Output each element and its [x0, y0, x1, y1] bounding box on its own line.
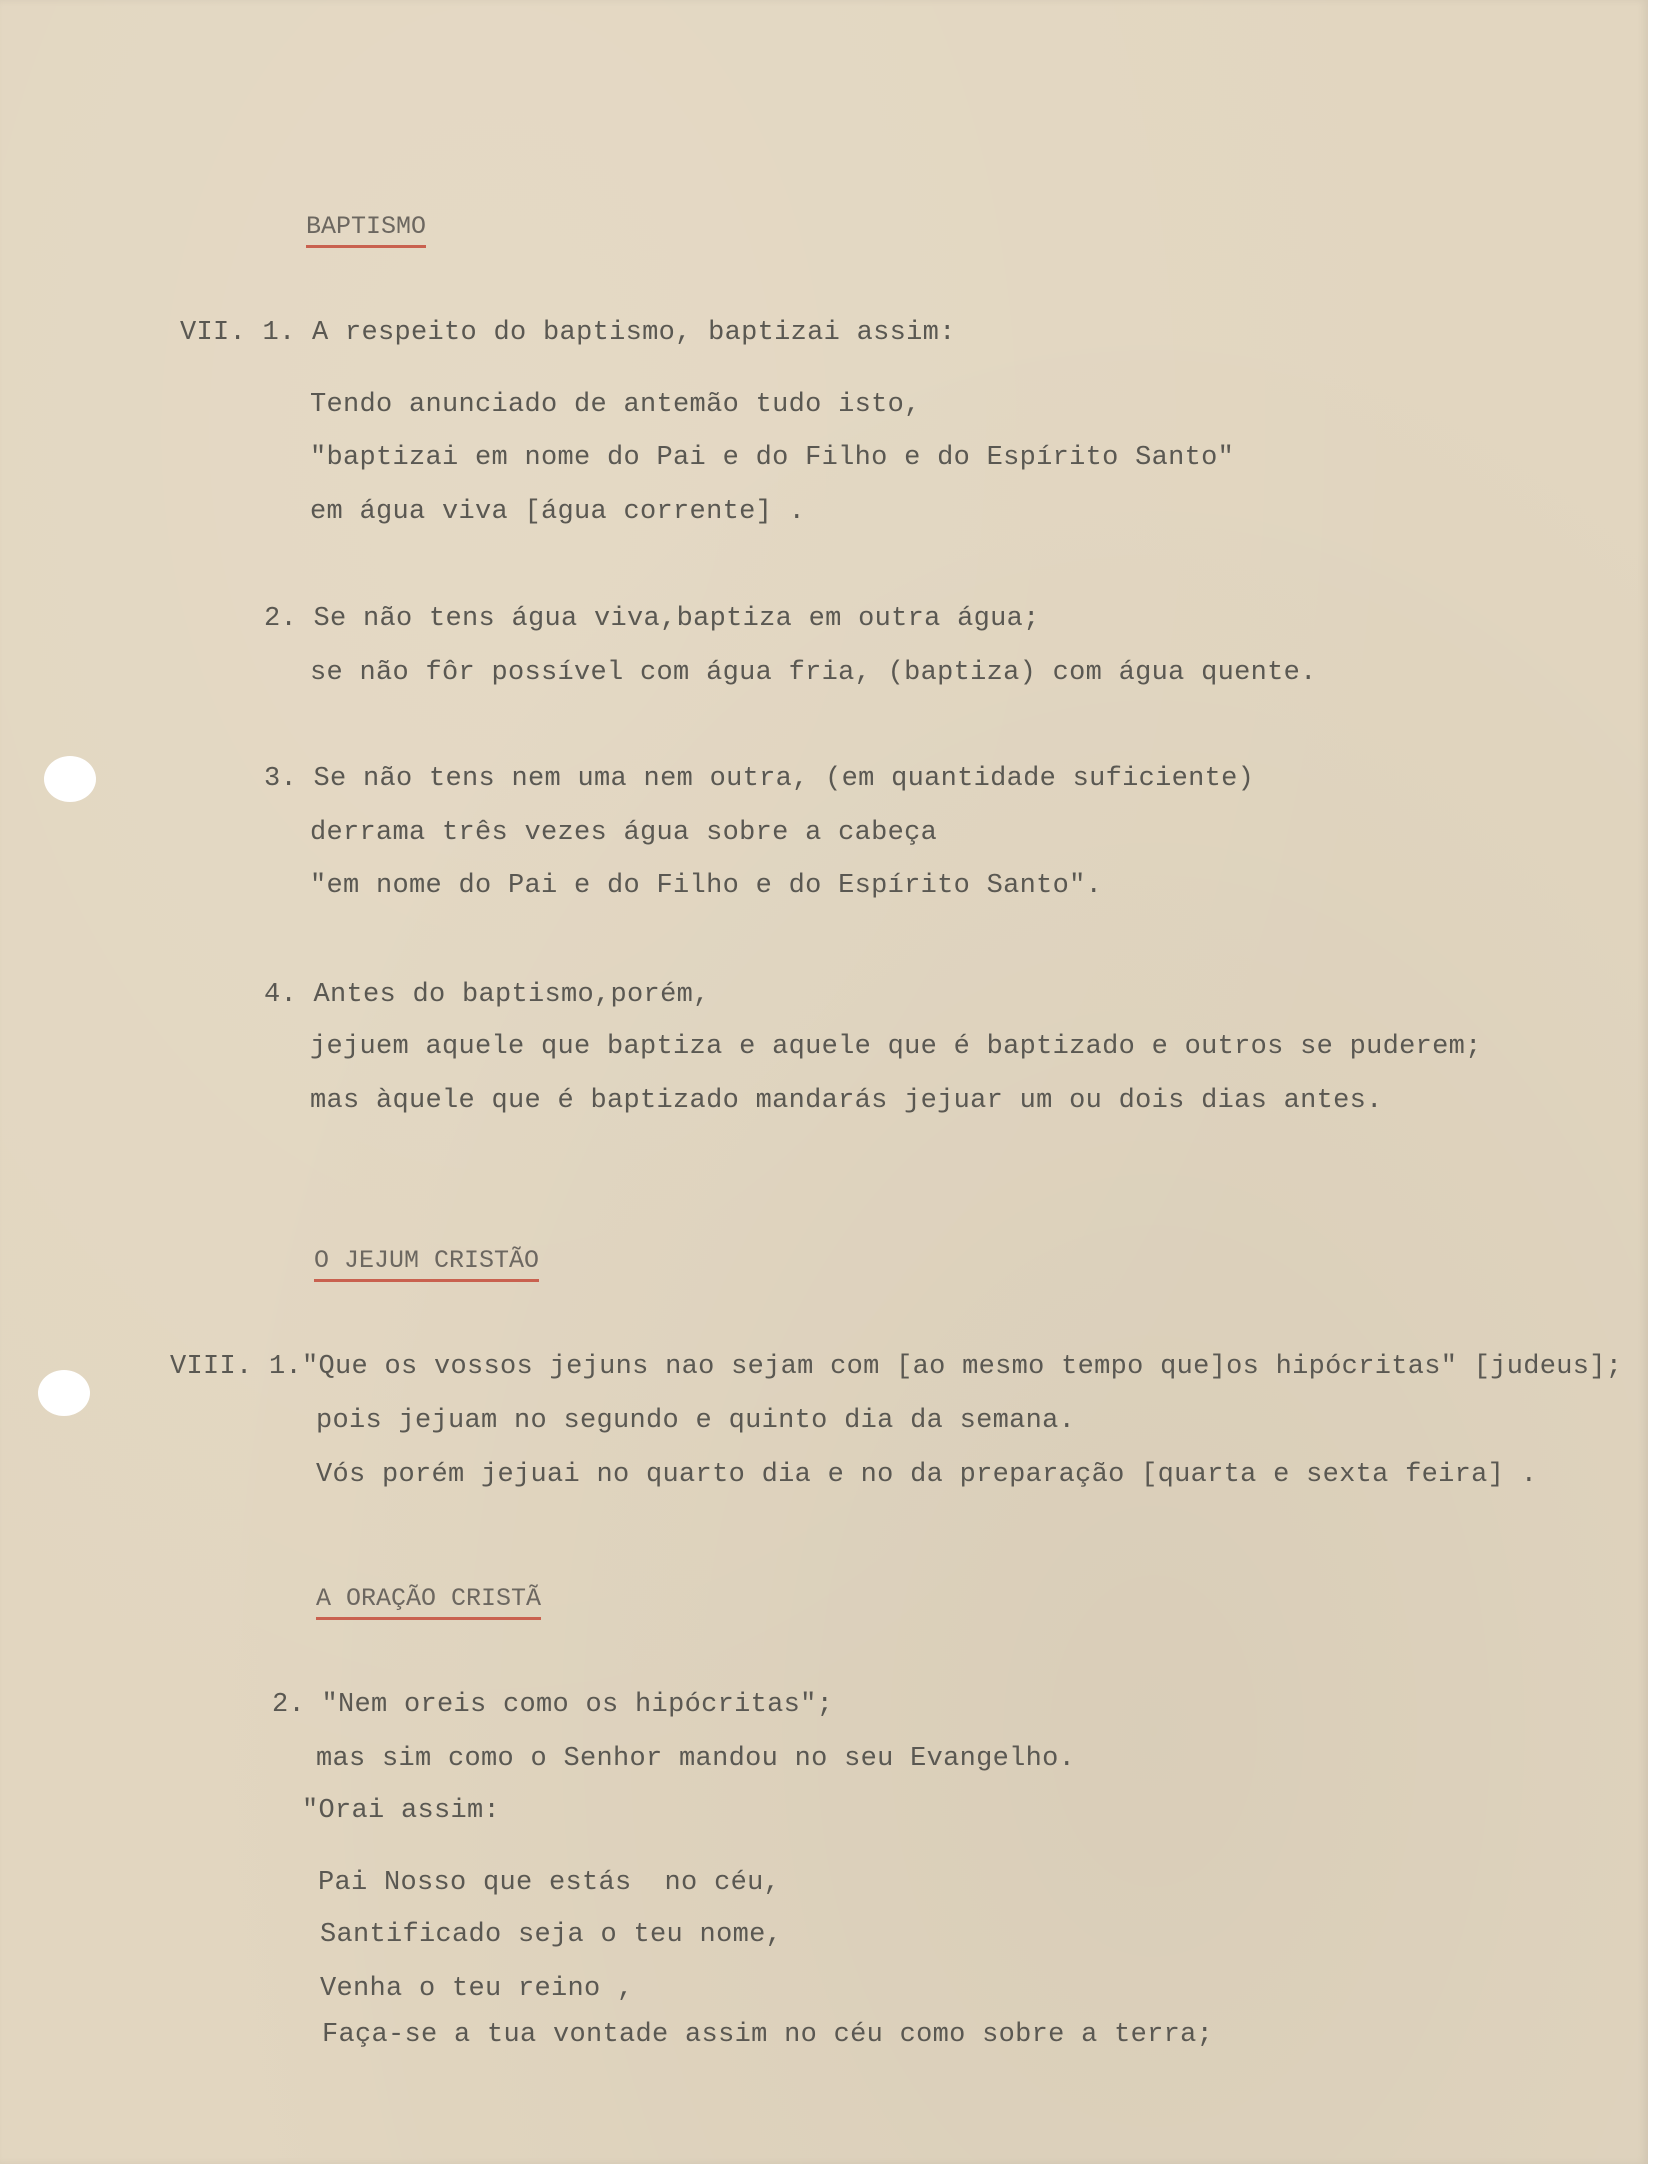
text-line: se não fôr possível com água fria, (baptiza) com água quente. — [310, 658, 1317, 688]
section-heading-oracao: A ORAÇÃO CRISTÃ — [316, 1586, 541, 1620]
text-line: mas àquele que é baptizado mandarás jejuar um ou dois dias antes. — [310, 1086, 1383, 1116]
text-line: 3. Se não tens nem uma nem outra, (em quantidade suficiente) — [264, 764, 1255, 794]
text-line: mas sim como o Senhor mandou no seu Evangelho. — [316, 1744, 1076, 1774]
text-line: em água viva [água corrente] . — [310, 497, 806, 527]
text-line: 4. Antes do baptismo,porém, — [264, 980, 710, 1010]
punch-hole-upper — [44, 756, 96, 802]
section-heading-baptismo: BAPTISMO — [306, 214, 426, 248]
text-line: derrama três vezes água sobre a cabeça — [310, 818, 938, 848]
text-line: "Orai assim: — [302, 1796, 501, 1826]
text-line: Venha o teu reino , — [320, 1974, 634, 2004]
text-line: Faça-se a tua vontade assim no céu como sobre a terra; — [322, 2020, 1214, 2050]
text-line: "em nome do Pai e do Filho e do Espírito Santo". — [310, 871, 1103, 901]
text-line: Pai Nosso que estás no céu, — [318, 1868, 781, 1898]
section-heading-jejum: O JEJUM CRISTÃO — [314, 1248, 539, 1282]
text-line: 2. "Nem oreis como os hipócritas"; — [272, 1690, 834, 1720]
punch-hole-lower — [38, 1370, 90, 1416]
text-line: VII. 1. A respeito do baptismo, baptizai assim: — [180, 318, 956, 348]
text-line: Tendo anunciado de antemão tudo isto, — [310, 390, 921, 420]
text-line: jejuem aquele que baptiza e aquele que é baptizado e outros se puderem; — [310, 1032, 1482, 1062]
text-line: pois jejuam no segundo e quinto dia da semana. — [316, 1406, 1076, 1436]
text-line: Santificado seja o teu nome, — [320, 1920, 783, 1950]
text-line: Vós porém jejuai no quarto dia e no da preparação [quarta e sexta feira] . — [316, 1460, 1538, 1490]
text-line: "baptizai em nome do Pai e do Filho e do Espírito Santo" — [310, 443, 1235, 473]
text-line: VIII. 1."Que os vossos jejuns nao sejam com [ao mesmo tempo que]os hipócritas" [judeus]; — [170, 1352, 1623, 1382]
text-line: 2. Se não tens água viva,baptiza em outra água; — [264, 604, 1040, 634]
